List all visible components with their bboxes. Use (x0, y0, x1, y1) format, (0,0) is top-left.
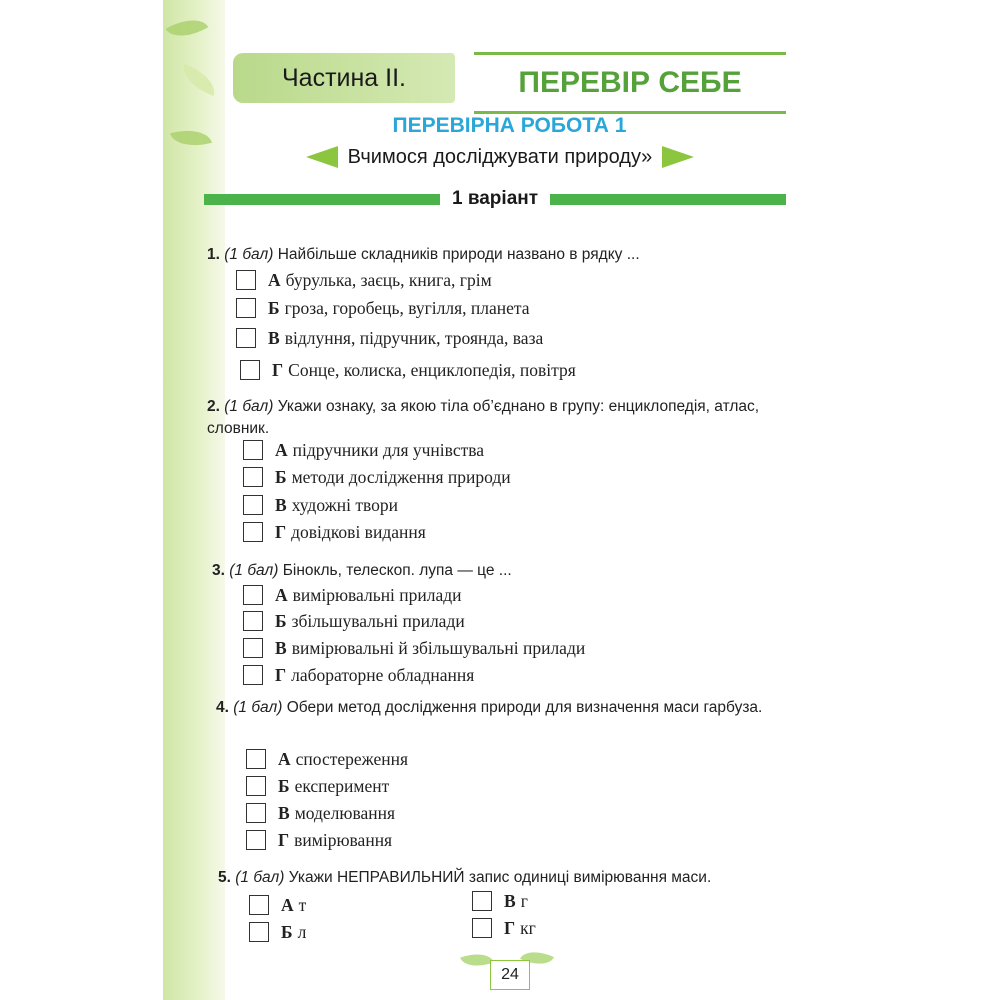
q4-option-c[interactable]: В моделювання (246, 800, 395, 826)
subtitle: Вчимося досліджувати природу» (347, 145, 653, 168)
q1-option-c[interactable]: В відлуння, підручник, троянда, ваза (236, 325, 543, 351)
checkbox[interactable] (243, 467, 263, 487)
checkbox[interactable] (243, 495, 263, 515)
q3-option-c[interactable]: В вимірювальні й збільшувальні прилади (243, 635, 585, 661)
q3-option-d[interactable]: Г лабораторне обладнання (243, 662, 474, 688)
checkbox[interactable] (236, 298, 256, 318)
checkbox[interactable] (472, 918, 492, 938)
q2-option-a[interactable]: А підручники для учнівства (243, 437, 484, 463)
checkbox[interactable] (246, 776, 266, 796)
q4-option-a[interactable]: А спостереження (246, 746, 408, 772)
q1-option-b[interactable]: Б гроза, горобець, вугілля, планета (236, 295, 530, 321)
checkbox[interactable] (249, 895, 269, 915)
q5-option-d[interactable]: Г кг (472, 915, 536, 941)
checkbox[interactable] (246, 749, 266, 769)
question-4-text: 4. (1 бал) Обери метод дослідження природи для визначення маси гарбуза. (216, 699, 763, 716)
question-3-text: 3. (1 бал) Бінокль, телескоп. лупа — це ... (212, 562, 512, 579)
variant-bar-left (204, 194, 440, 205)
variant-bar-right (550, 194, 786, 205)
q2-option-b[interactable]: Б методи дослідження природи (243, 464, 511, 490)
checkbox[interactable] (243, 611, 263, 631)
checkbox[interactable] (243, 638, 263, 658)
page-number-badge (462, 948, 558, 994)
variant-header (204, 184, 786, 214)
q2-option-d[interactable]: Г довідкові видання (243, 519, 426, 545)
checkbox[interactable] (236, 270, 256, 290)
q1-option-d[interactable]: Г Сонце, колиска, енциклопедія, повітря (240, 357, 576, 383)
leaf-arrow-left-icon (306, 146, 338, 168)
page-title (474, 52, 786, 114)
q5-option-b[interactable]: Б л (249, 919, 306, 945)
q1-option-a[interactable]: А бурулька, заєць, книга, грім (236, 267, 492, 293)
q3-option-a[interactable]: А вимірювальні прилади (243, 582, 462, 608)
question-5-text: 5. (1 бал) Укажи НЕПРАВИЛЬНИЙ запис одиниці вимірювання маси. (218, 869, 712, 886)
section-label: Частина ІІ. (282, 63, 406, 92)
q5-option-a[interactable]: А т (249, 892, 306, 918)
checkbox[interactable] (243, 440, 263, 460)
q2-option-c[interactable]: В художні твори (243, 492, 398, 518)
question-2-text: 2. (1 бал) Укажи ознаку, за якою тіла об’єднано в групу: енциклопедія, атлас, словник. (207, 398, 760, 437)
question-1-text: 1. (1 бал) Найбільше складників природи названо в рядку ... (207, 246, 640, 263)
subtitle-row (280, 140, 720, 174)
checkbox[interactable] (243, 522, 263, 542)
checkbox[interactable] (236, 328, 256, 348)
checkbox[interactable] (246, 803, 266, 823)
q3-option-b[interactable]: Б збільшувальні прилади (243, 608, 465, 634)
q4-option-d[interactable]: Г вимірювання (246, 827, 392, 853)
page-title-text: ПЕРЕВІР СЕБЕ (518, 66, 742, 99)
checkbox[interactable] (240, 360, 260, 380)
checkbox[interactable] (249, 922, 269, 942)
leaf-arrow-right-icon (662, 146, 694, 168)
page-number: 24 (490, 960, 530, 990)
leaf-icon (460, 947, 494, 972)
q4-option-b[interactable]: Б експеримент (246, 773, 389, 799)
checkbox[interactable] (243, 585, 263, 605)
variant-label: 1 варіант (451, 188, 539, 209)
checkbox[interactable] (472, 891, 492, 911)
q5-option-c[interactable]: В г (472, 888, 528, 914)
work-title: ПЕРЕВІРНА РОБОТА 1 (392, 114, 627, 137)
checkbox[interactable] (243, 665, 263, 685)
section-tab (233, 53, 455, 103)
checkbox[interactable] (246, 830, 266, 850)
decorative-margin-strip (163, 0, 225, 1000)
